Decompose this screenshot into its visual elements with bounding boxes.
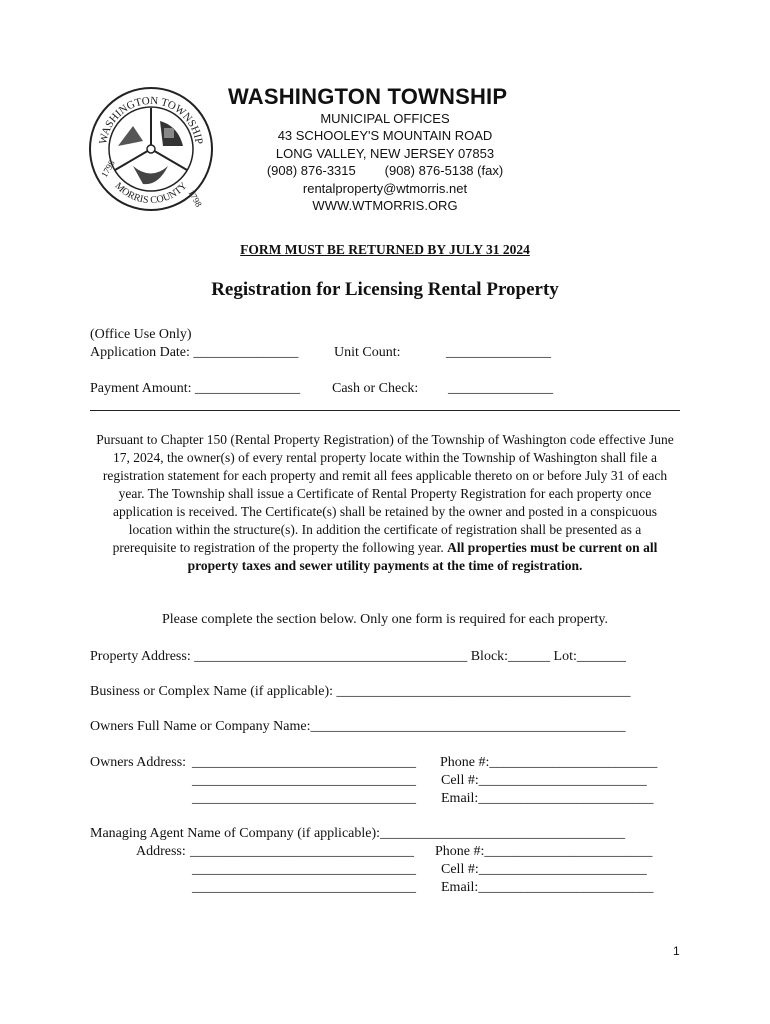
header-line-offices: MUNICIPAL OFFICES <box>320 111 450 126</box>
owner-cell-field[interactable]: Cell #:________________________ <box>441 773 647 788</box>
owner-phone-field[interactable]: Phone #:________________________ <box>440 755 658 770</box>
seal-year-left: 1798 <box>99 158 117 179</box>
cash-or-check-label: Cash or Check: <box>332 381 419 396</box>
divider <box>90 410 680 411</box>
form-title: Registration for Licensing Rental Property <box>211 279 559 300</box>
header-line-website: WWW.WTMORRIS.ORG <box>312 198 458 213</box>
agent-address-line-3[interactable]: ________________________________ <box>192 880 416 895</box>
owner-email-field[interactable]: Email:_________________________ <box>441 791 654 806</box>
instruction-text: Please complete the section below. Only one form is required for each property. <box>161 612 609 627</box>
page-number: 1 <box>673 944 680 958</box>
payment-amount-field[interactable]: Payment Amount: _______________ <box>90 381 300 396</box>
seal-ring-top: WASHINGTON TOWNSHIP <box>97 94 205 146</box>
header-line-address: 43 SCHOOLEY'S MOUNTAIN ROAD <box>277 128 493 143</box>
agent-email-field[interactable]: Email:_________________________ <box>441 880 654 895</box>
application-date-field[interactable]: Application Date: _______________ <box>90 345 299 360</box>
unit-count-label: Unit Count: <box>334 345 401 360</box>
unit-count-field[interactable]: _______________ <box>446 345 551 360</box>
agent-address-label: Address: <box>136 844 186 859</box>
agent-cell-field[interactable]: Cell #:________________________ <box>441 862 647 877</box>
office-use-label: (Office Use Only) <box>90 327 192 342</box>
agent-address-line-1[interactable]: ________________________________ <box>190 844 414 859</box>
intro-bold-text: All properties must be current on all property taxes and sewer utility payments at the time of registration. <box>187 540 658 573</box>
owner-address-line-3[interactable]: ________________________________ <box>192 791 416 806</box>
agent-address-line-2[interactable]: ________________________________ <box>192 862 416 877</box>
seal-ring-bottom: MORRIS COUNTY <box>112 180 190 207</box>
intro-text: Pursuant to Chapter 150 (Rental Property Registration) of the Township of Washington code effective June 17, 2024, the owner(s) of every rental property locate within the Township of Washington shall file a registration statement for each property and remit all fees applicable thereto on or before July 31 of each year. The Township shall issue a Certificate of Rental Property Registration for each property once application is received. The Certificate(s) shall be retained by the owner and posted in a conspicuous location within the structure(s). In addition the certificate of registration shall be presented as a prerequisite to registration of the property the following year. <box>96 432 674 555</box>
business-name-field[interactable]: Business or Complex Name (if applicable): __________________________________________ <box>90 684 631 699</box>
agent-phone-field[interactable]: Phone #:________________________ <box>435 844 653 859</box>
intro-paragraph <box>96 431 674 575</box>
header-line-city: LONG VALLEY, NEW JERSEY 07853 <box>275 146 495 161</box>
managing-agent-field[interactable]: Managing Agent Name of Company (if applicable):___________________________________ <box>90 826 626 841</box>
header-line-phone: (908) 876-3315 (908) 876-5138 (fax) <box>266 163 504 178</box>
header-line-email: rentalproperty@wtmorris.net <box>302 181 468 196</box>
owner-address-line-1[interactable]: ________________________________ <box>192 755 416 770</box>
property-address-field[interactable]: Property Address: _______________________________________ Block:______ Lot:_______ <box>90 649 626 664</box>
owner-address-label: Owners Address: <box>90 755 187 770</box>
deadline-notice: FORM MUST BE RETURNED BY JULY 31 2024 <box>240 242 530 257</box>
org-title: WASHINGTON TOWNSHIP <box>228 84 508 109</box>
seal-year-right: 1798 <box>186 188 204 209</box>
cash-or-check-field[interactable]: _______________ <box>448 381 553 396</box>
owner-address-line-2[interactable]: ________________________________ <box>192 773 416 788</box>
owner-name-field[interactable]: Owners Full Name or Company Name:_____________________________________________ <box>90 719 626 734</box>
